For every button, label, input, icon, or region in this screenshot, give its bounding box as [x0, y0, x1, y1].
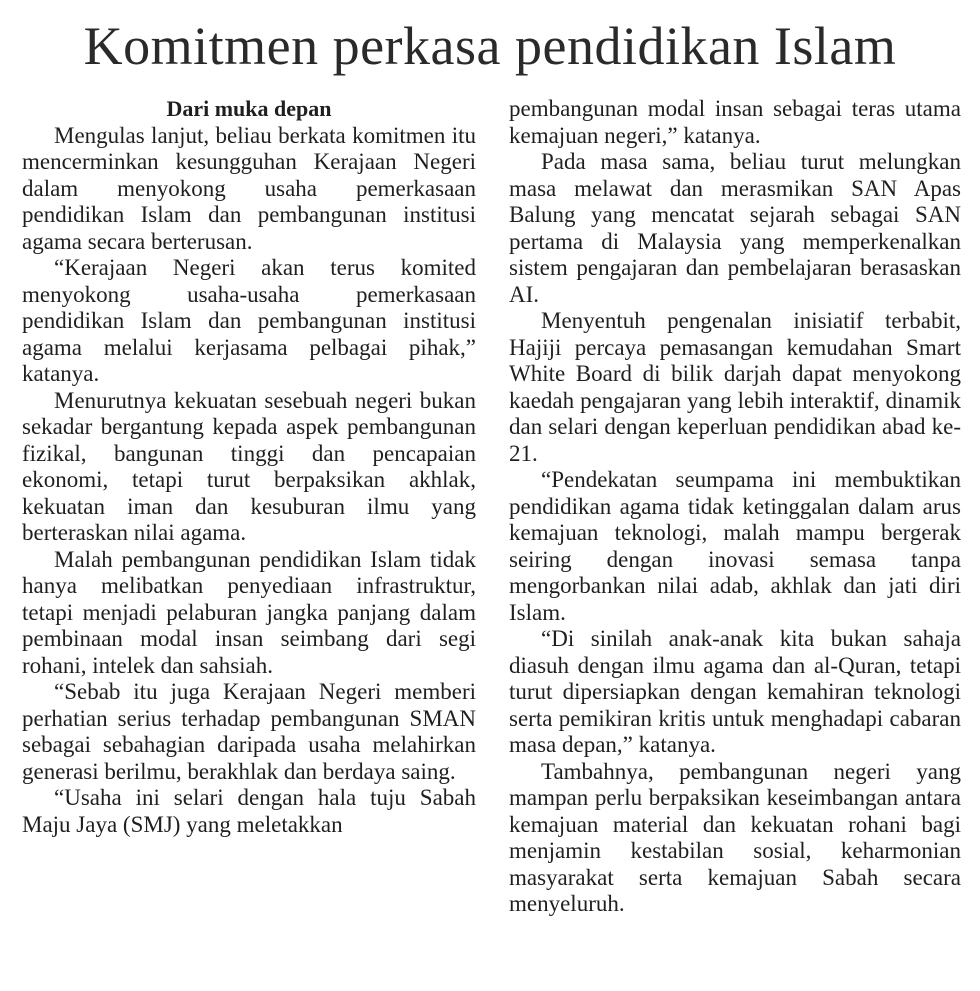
article-column-right [509, 96, 961, 918]
article-paragraph: “Kerajaan Negeri akan terus komited menyokong usaha-usaha pemerkasaan pendidikan Islam dan pembangunan institusi agama melalui kerjasama pelbagai pihak,” katanya. [22, 255, 476, 386]
article-paragraph: Malah pembangunan pendidikan Islam tidak hanya melibatkan penyediaan infrastruktur, tetapi menjadi pelaburan jangka panjang dalam pembinaan modal insan seimbang dari segi rohani, intelek dan sahsiah. [22, 546, 476, 678]
article-paragraph-continued: pembangunan modal insan sebagai teras utama kemajuan negeri,” katanya. [509, 96, 961, 148]
article-paragraph: Mengulas lanjut, beliau berkata komitmen itu mencerminkan kesungguhan Kerajaan Negeri dalam menyokong usaha pemerkasaan pendidikan Islam dan pembangunan institusi agama secara berterusan. [22, 122, 476, 254]
article-subhead: Dari muka depan [166, 96, 332, 121]
article-paragraph: “Pendekatan seumpama ini membuktikan pendidikan agama tidak ketinggalan dalam arus kemajuan teknologi, malah mampu bergerak seiring dengan inovasi semasa tanpa mengorbankan nilai adab, akhlak dan jati diri Islam. [509, 467, 961, 625]
article-paragraph: Tambahnya, pembangunan negeri yang mampan perlu berpaksikan keseimbangan antara kemajuan material dan kekuatan rohani bagi menjamin kestabilan sosial, keharmonian masyarakat serta kemajuan Sabah secara menyeluruh. [509, 758, 961, 916]
article-paragraph: “Sebab itu juga Kerajaan Negeri memberi perhatian serius terhadap pembangunan SMAN sebagai sebahagian daripada usaha melahirkan generasi berilmu, berakhlak dan berdaya saing. [22, 679, 476, 784]
article-paragraph: Pada masa sama, beliau turut melungkan masa melawat dan merasmikan SAN Apas Balung yang mencatat sejarah sebagai SAN pertama di Malaysia yang memperkenalkan sistem pengajaran dan pembelajaran berasaskan AI. [509, 149, 961, 307]
article-headline: Komitmen perkasa pendidikan Islam [83, 16, 897, 76]
article-paragraph: “Usaha ini selari dengan hala tuju Sabah Maju Jaya (SMJ) yang meletakkan [22, 785, 476, 837]
article-column-left [22, 96, 476, 838]
article-paragraph: Menurutnya kekuatan sesebuah negeri bukan sekadar bergantung kepada aspek pembangunan fizikal, bangunan tinggi dan pencapaian ekonomi, tetapi turut berpaksikan akhlak, kekuatan iman dan kesuburan ilmu yang berteraskan nilai agama. [22, 387, 476, 545]
article-paragraph: “Di sinilah anak-anak kita bukan sahaja diasuh dengan ilmu agama dan al-Quran, tetapi turut dipersiapkan dengan kemahiran teknologi serta pemikiran kritis untuk menghadapi cabaran masa depan,” katanya. [509, 626, 961, 757]
article-paragraph: Menyentuh pengenalan inisiatif terbabit, Hajiji percaya pemasangan kemudahan Smart White Board di bilik darjah dapat menyokong kaedah pengajaran yang lebih interaktif, dinamik dan selari dengan keperluan pendidikan abad ke-21. [509, 308, 961, 466]
